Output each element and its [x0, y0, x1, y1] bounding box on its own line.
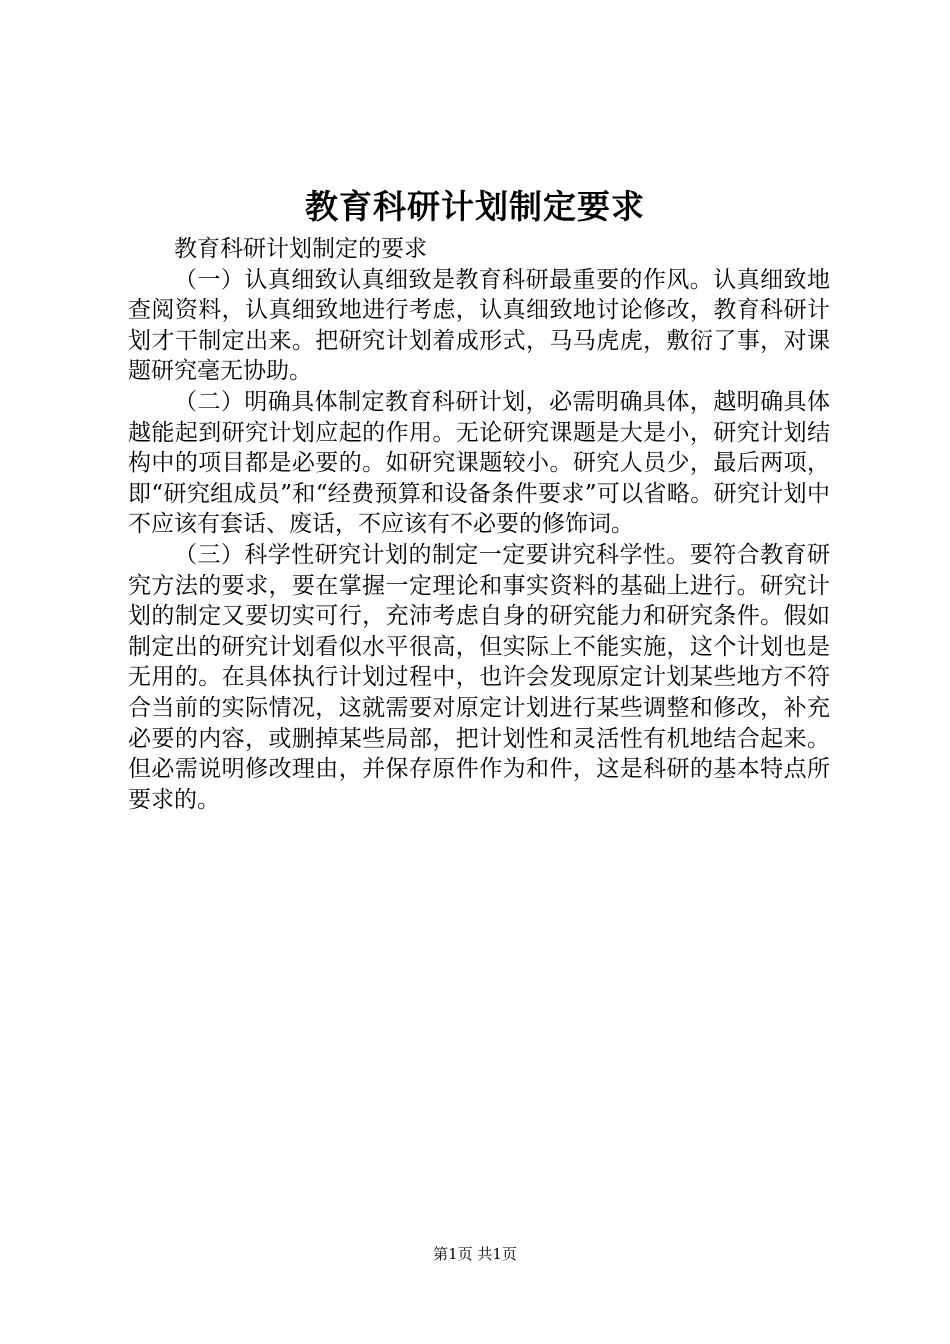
page-footer: 第1页 共1页 — [433, 1245, 517, 1263]
document-title: 教育科研计划制定要求 — [305, 187, 645, 226]
paragraph-2: （二）明确具体制定教育科研计划，必需明确具体，越明确具体越能起到研究计划应起的作用。无论研究课题是大是小，研究计划结构中的项目都是必要的。如研究课题较小。研究人员少，最后两项，即“研究组成员”和“经费预算和设备条件要求”可以省略。研究计划中不应该有套话、废话，不应该有不必要的修饰词。 — [128, 388, 830, 538]
document-body — [128, 234, 830, 815]
paragraph-1: （一）认真细致认真细致是教育科研最重要的作风。认真细致地查阅资料，认真细致地进行考虑，认真细致地讨论修改，教育科研计划才干制定出来。把研究计划着成形式，马马虎虎，敷衍了事，对课题研究毫无协助。 — [128, 266, 830, 385]
document-subtitle: 教育科研计划制定的要求 — [174, 236, 427, 262]
paragraph-3: （三）科学性研究计划的制定一定要讲究科学性。要符合教育研究方法的要求，要在掌握一定理论和事实资料的基础上进行。研究计划的制定又要切实可行，充沛考虑自身的研究能力和研究条件。假如制定出的研究计划看似水平很高，但实际上不能实施，这个计划也是无用的。在具体执行计划过程中，也许会发现原定计划某些地方不符合当前的实际情况，这就需要对原定计划进行某些调整和修改，补充必要的内容，或删掉某些局部，把计划性和灵活性有机地结合起来。但必需说明修改理由，并保存原件作为和件，这是科研的基本特点所要求的。 — [128, 541, 830, 813]
